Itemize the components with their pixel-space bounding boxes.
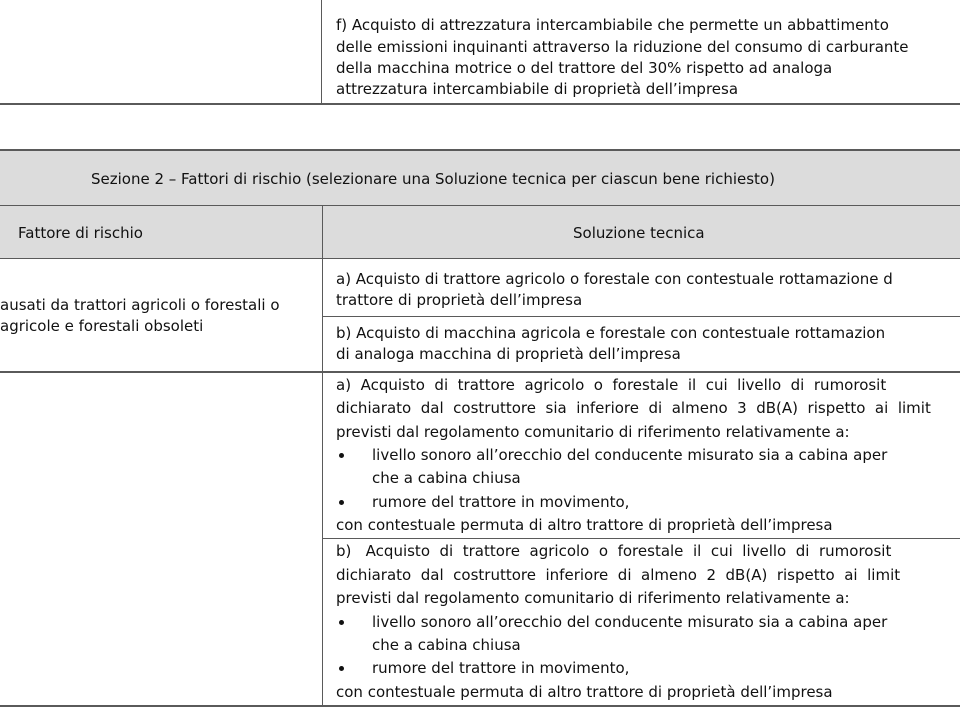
top-table-bottom-border bbox=[0, 103, 960, 105]
row2-solution-b-line: b) Acquisto di trattore agricolo o forestale il cui livello di rumorosit bbox=[336, 542, 892, 560]
bullet-icon bbox=[339, 620, 344, 625]
row2-solution-a-line: dichiarato dal costruttore sia inferiore di almeno 3 dB(A) rispetto ai limit bbox=[336, 399, 931, 417]
row2-solution-b-bullet2: rumore del trattore in movimento, bbox=[372, 659, 630, 677]
top-table-line: della macchina motrice o del trattore del 30% rispetto ad analoga bbox=[336, 59, 833, 77]
border-top bbox=[0, 149, 960, 151]
bullet-icon bbox=[339, 500, 344, 505]
row1-solution-a-line: a) Acquisto di trattore agricolo o forestale con contestuale rottamazione d bbox=[336, 270, 893, 288]
top-table-line: f) Acquisto di attrezzatura intercambiabile che permette un abbattimento bbox=[336, 16, 889, 34]
top-table-col-divider bbox=[321, 0, 322, 104]
top-table-line: attrezzatura intercambiabile di proprietà dell’impresa bbox=[336, 80, 739, 98]
section2-title: Sezione 2 – Fattori di rischio (selezionare una Soluzione tecnica per ciascun bene richiesto) bbox=[91, 170, 775, 188]
border-row2-inner bbox=[322, 538, 960, 539]
column-header-risk: Fattore di rischio bbox=[18, 224, 143, 242]
row2-solution-a-closing: con contestuale permuta di altro trattore di proprietà dell’impresa bbox=[336, 516, 833, 534]
top-table-line: delle emissioni inquinanti attraverso la riduzione del consumo di carburante bbox=[336, 38, 909, 56]
section2-column-header-row bbox=[0, 206, 960, 258]
row2-solution-a-bullet1-line: livello sonoro all’orecchio del conducente misurato sia a cabina aper bbox=[372, 446, 888, 464]
border-bottom bbox=[0, 705, 960, 707]
row2-solution-b-bullet1-line: livello sonoro all’orecchio del conducente misurato sia a cabina aper bbox=[372, 613, 888, 631]
bullet-icon bbox=[339, 453, 344, 458]
row2-solution-a-bullet2: rumore del trattore in movimento, bbox=[372, 493, 630, 511]
border-under-title bbox=[0, 205, 960, 206]
row2-solution-b-closing: con contestuale permuta di altro trattore di proprietà dell’impresa bbox=[336, 683, 833, 701]
row1-risk-line: ausati da trattori agricoli o forestali o bbox=[0, 296, 280, 314]
row2-solution-b-line: previsti dal regolamento comunitario di riferimento relativamente a: bbox=[336, 589, 850, 607]
row2-solution-b-bullet1-line: che a cabina chiusa bbox=[372, 636, 521, 654]
row1-solution-b-line: di analoga macchina di proprietà dell’impresa bbox=[336, 345, 681, 363]
row2-solution-a-line: a) Acquisto di trattore agricolo o forestale il cui livello di rumorosit bbox=[336, 376, 887, 394]
row1-risk-line: agricole e forestali obsoleti bbox=[0, 317, 204, 335]
column-divider bbox=[322, 206, 323, 706]
border-row1-inner bbox=[322, 316, 960, 317]
bullet-icon bbox=[339, 666, 344, 671]
row1-solution-b-line: b) Acquisto di macchina agricola e forestale con contestuale rottamazion bbox=[336, 324, 886, 342]
row2-solution-a-bullet1-line: che a cabina chiusa bbox=[372, 469, 521, 487]
column-header-solution: Soluzione tecnica bbox=[573, 224, 705, 242]
border-row1-bottom bbox=[0, 371, 960, 373]
row1-solution-a-line: trattore di proprietà dell’impresa bbox=[336, 291, 583, 309]
row2-solution-a-line: previsti dal regolamento comunitario di riferimento relativamente a: bbox=[336, 423, 850, 441]
row2-solution-b-line: dichiarato dal costruttore inferiore di almeno 2 dB(A) rispetto ai limit bbox=[336, 566, 901, 584]
border-under-header bbox=[0, 258, 960, 259]
